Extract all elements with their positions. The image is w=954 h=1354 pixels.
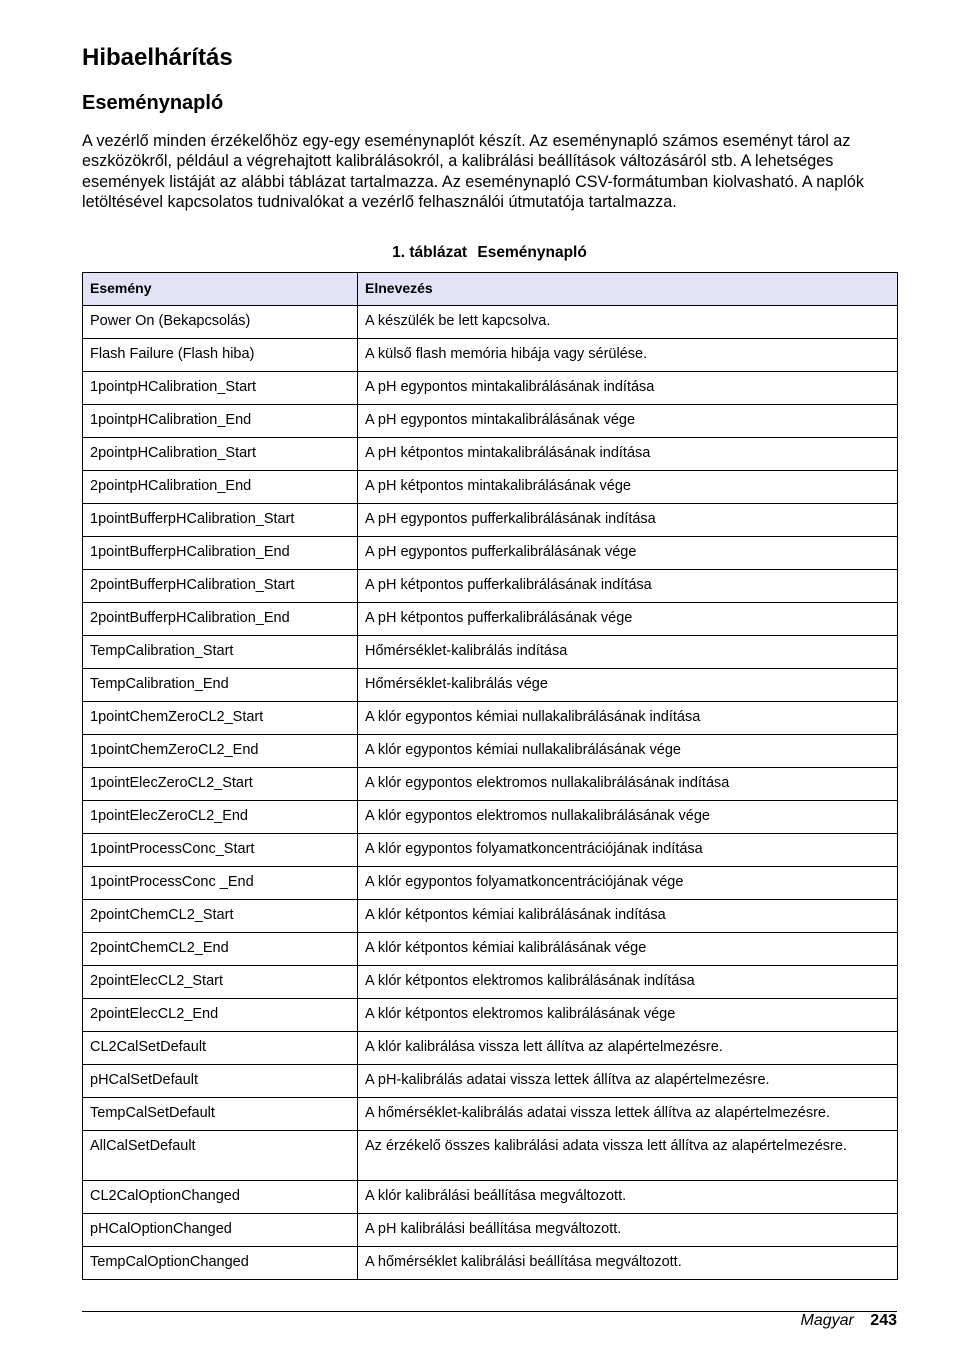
- event-description-cell: A klór egypontos elektromos nullakalibrálásának indítása: [358, 768, 898, 801]
- event-name-cell: 1pointBufferpHCalibration_Start: [83, 504, 358, 537]
- event-description-cell: A pH-kalibrálás adatai vissza lettek állítva az alapértelmezésre.: [358, 1065, 898, 1098]
- event-name-cell: CL2CalOptionChanged: [83, 1181, 358, 1214]
- event-name-cell: Power On (Bekapcsolás): [83, 306, 358, 339]
- event-name-cell: 2pointChemCL2_End: [83, 933, 358, 966]
- table-row: [83, 867, 898, 900]
- event-description-cell: A pH egypontos mintakalibrálásának vége: [358, 405, 898, 438]
- event-description-cell: A pH egypontos mintakalibrálásának indítása: [358, 372, 898, 405]
- table-row: [83, 1214, 898, 1247]
- event-description-cell: A klór kalibrálása vissza lett állítva az alapértelmezésre.: [358, 1032, 898, 1065]
- table-row: [83, 669, 898, 702]
- event-name-cell: pHCalOptionChanged: [83, 1214, 358, 1247]
- table-row: [83, 834, 898, 867]
- event-description-cell: A pH egypontos pufferkalibrálásának vége: [358, 537, 898, 570]
- section-heading: Hibaelhárítás: [82, 44, 233, 71]
- event-name-cell: TempCalibration_End: [83, 669, 358, 702]
- event-description-cell: A klór egypontos elektromos nullakalibrálásának vége: [358, 801, 898, 834]
- table-row: [83, 702, 898, 735]
- event-name-cell: 1pointpHCalibration_End: [83, 405, 358, 438]
- event-name-cell: 1pointElecZeroCL2_Start: [83, 768, 358, 801]
- table-row: [83, 372, 898, 405]
- event-log-table: [82, 272, 898, 1280]
- table-row: [83, 933, 898, 966]
- page-footer: [800, 1312, 897, 1330]
- event-name-cell: 2pointpHCalibration_Start: [83, 438, 358, 471]
- event-name-cell: 1pointChemZeroCL2_End: [83, 735, 358, 768]
- event-description-cell: A klór kalibrálási beállítása megváltozott.: [358, 1181, 898, 1214]
- event-name-cell: 2pointpHCalibration_End: [83, 471, 358, 504]
- table-row: [83, 504, 898, 537]
- event-name-cell: TempCalibration_Start: [83, 636, 358, 669]
- table-row: [83, 537, 898, 570]
- table-row: [83, 999, 898, 1032]
- event-description-cell: A klór egypontos folyamatkoncentrációjának indítása: [358, 834, 898, 867]
- event-description-cell: A pH kétpontos mintakalibrálásának indítása: [358, 438, 898, 471]
- table-row: [83, 438, 898, 471]
- event-description-cell: A pH kétpontos pufferkalibrálásának vége: [358, 603, 898, 636]
- event-name-cell: 1pointProcessConc _End: [83, 867, 358, 900]
- event-description-cell: A klór egypontos kémiai nullakalibrálásának vége: [358, 735, 898, 768]
- column-header-event: Esemény: [83, 273, 358, 306]
- event-description-cell: A pH kétpontos mintakalibrálásának vége: [358, 471, 898, 504]
- event-name-cell: 1pointProcessConc_Start: [83, 834, 358, 867]
- table-row: [83, 768, 898, 801]
- event-name-cell: 2pointBufferpHCalibration_Start: [83, 570, 358, 603]
- footer-divider: [82, 1311, 897, 1312]
- table-header-row: [83, 273, 898, 306]
- event-description-cell: Hőmérséklet-kalibrálás vége: [358, 669, 898, 702]
- event-name-cell: pHCalSetDefault: [83, 1065, 358, 1098]
- event-description-cell: A külső flash memória hibája vagy sérülése.: [358, 339, 898, 372]
- table-row: [83, 603, 898, 636]
- event-description-cell: A klór egypontos kémiai nullakalibrálásának indítása: [358, 702, 898, 735]
- event-name-cell: 1pointElecZeroCL2_End: [83, 801, 358, 834]
- event-description-cell: A klór egypontos folyamatkoncentrációjának vége: [358, 867, 898, 900]
- table-caption: [82, 244, 897, 262]
- event-description-cell: A pH egypontos pufferkalibrálásának indítása: [358, 504, 898, 537]
- event-description-cell: A klór kétpontos kémiai kalibrálásának indítása: [358, 900, 898, 933]
- event-name-cell: 2pointElecCL2_Start: [83, 966, 358, 999]
- table-row: [83, 339, 898, 372]
- table-row: [83, 1131, 898, 1181]
- table-row: [83, 636, 898, 669]
- page-number: 243: [870, 1312, 897, 1329]
- event-description-cell: A pH kétpontos pufferkalibrálásának indítása: [358, 570, 898, 603]
- table-row: [83, 1032, 898, 1065]
- event-name-cell: 1pointChemZeroCL2_Start: [83, 702, 358, 735]
- table-row: [83, 1065, 898, 1098]
- event-description-cell: Hőmérséklet-kalibrálás indítása: [358, 636, 898, 669]
- event-description-cell: Az érzékelő összes kalibrálási adata vissza lett állítva az alapértelmezésre.: [358, 1131, 898, 1181]
- table-row: [83, 735, 898, 768]
- table-row: [83, 801, 898, 834]
- event-description-cell: A pH kalibrálási beállítása megváltozott.: [358, 1214, 898, 1247]
- event-name-cell: AllCalSetDefault: [83, 1131, 358, 1181]
- table-row: [83, 1098, 898, 1131]
- event-description-cell: A klór kétpontos elektromos kalibrálásának vége: [358, 999, 898, 1032]
- subsection-heading: Eseménynapló: [82, 92, 224, 114]
- event-name-cell: Flash Failure (Flash hiba): [83, 339, 358, 372]
- footer-language: Magyar: [800, 1312, 854, 1329]
- table-row: [83, 405, 898, 438]
- event-description-cell: A klór kétpontos elektromos kalibrálásának indítása: [358, 966, 898, 999]
- table-row: [83, 1181, 898, 1214]
- table-row: [83, 471, 898, 504]
- event-name-cell: TempCalSetDefault: [83, 1098, 358, 1131]
- table-caption-title: Eseménynapló: [477, 244, 587, 261]
- table-body: [83, 306, 898, 1280]
- table-row: [83, 570, 898, 603]
- event-name-cell: 1pointpHCalibration_Start: [83, 372, 358, 405]
- event-name-cell: CL2CalSetDefault: [83, 1032, 358, 1065]
- table-row: [83, 306, 898, 339]
- intro-paragraph: A vezérlő minden érzékelőhöz egy-egy eseménynaplót készít. Az eseménynapló számos eseményt tárol az eszközökről, például a végrehajtott kalibrálásokról, a kalibrálási beállítások változásáról stb. A lehetséges események listáját az alábbi táblázat tartalmazza. Az eseménynapló CSV-formátumban kiolvasható. A naplók letöltésével kapcsolatos tudnivalókat a vezérlő felhasználói útmutatója tartalmazza.: [82, 132, 864, 212]
- event-name-cell: 2pointChemCL2_Start: [83, 900, 358, 933]
- event-name-cell: 1pointBufferpHCalibration_End: [83, 537, 358, 570]
- column-header-description: Elnevezés: [358, 273, 898, 306]
- table-row: [83, 966, 898, 999]
- event-description-cell: A készülék be lett kapcsolva.: [358, 306, 898, 339]
- event-name-cell: 2pointBufferpHCalibration_End: [83, 603, 358, 636]
- table-row: [83, 1247, 898, 1280]
- event-description-cell: A klór kétpontos kémiai kalibrálásának vége: [358, 933, 898, 966]
- event-description-cell: A hőmérséklet-kalibrálás adatai vissza lettek állítva az alapértelmezésre.: [358, 1098, 898, 1131]
- table-caption-number: 1. táblázat: [392, 244, 468, 261]
- event-description-cell: A hőmérséklet kalibrálási beállítása megváltozott.: [358, 1247, 898, 1280]
- event-name-cell: TempCalOptionChanged: [83, 1247, 358, 1280]
- table-row: [83, 900, 898, 933]
- event-name-cell: 2pointElecCL2_End: [83, 999, 358, 1032]
